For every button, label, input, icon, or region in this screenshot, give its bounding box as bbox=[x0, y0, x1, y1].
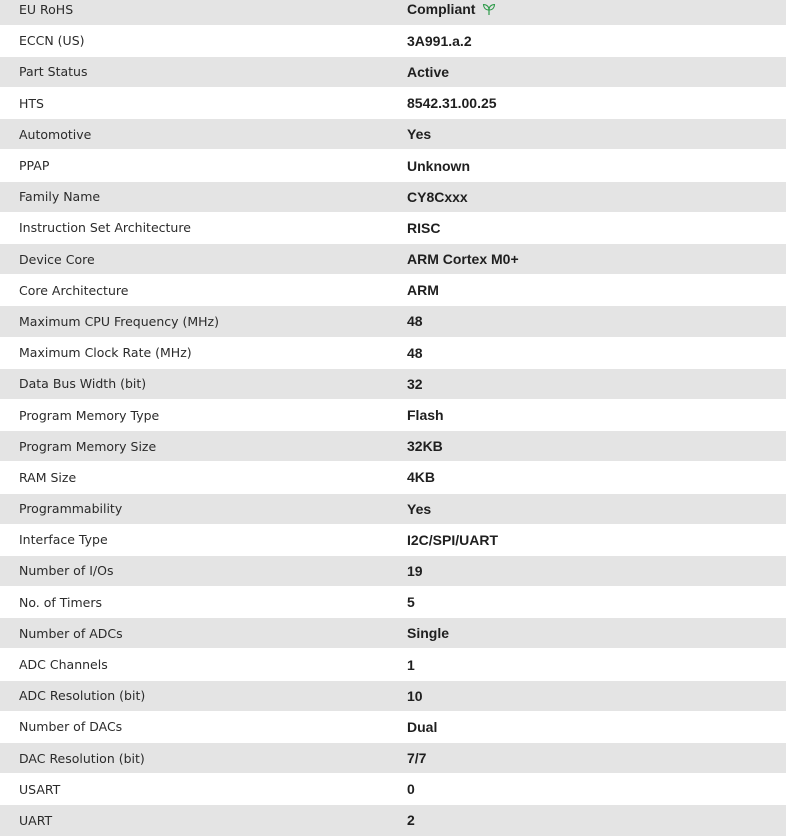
spec-value-cell bbox=[407, 181, 786, 212]
spec-label: PPAP bbox=[0, 150, 407, 181]
spec-value: 10 bbox=[407, 687, 423, 704]
spec-label: ADC Resolution (bit) bbox=[0, 680, 407, 711]
spec-value: Dual bbox=[407, 718, 438, 735]
spec-row bbox=[0, 181, 786, 212]
spec-row bbox=[0, 119, 786, 150]
spec-label: UART bbox=[0, 805, 407, 836]
spec-value-cell bbox=[407, 244, 786, 275]
spec-label: Number of ADCs bbox=[0, 618, 407, 649]
spec-row bbox=[0, 306, 786, 337]
spec-label: RAM Size bbox=[0, 462, 407, 493]
spec-row bbox=[0, 431, 786, 462]
spec-row bbox=[0, 368, 786, 399]
spec-value-cell bbox=[407, 150, 786, 181]
spec-label: Maximum Clock Rate (MHz) bbox=[0, 337, 407, 368]
spec-value-cell bbox=[407, 587, 786, 618]
spec-row bbox=[0, 649, 786, 680]
spec-value-cell bbox=[407, 711, 786, 742]
spec-value: 3A991.a.2 bbox=[407, 32, 472, 49]
spec-label: No. of Timers bbox=[0, 587, 407, 618]
spec-value-cell bbox=[407, 306, 786, 337]
spec-value: 48 bbox=[407, 313, 423, 330]
spec-value: Flash bbox=[407, 407, 444, 424]
spec-row bbox=[0, 774, 786, 805]
spec-label: Number of DACs bbox=[0, 711, 407, 742]
spec-label: Programmability bbox=[0, 493, 407, 524]
spec-value: 8542.31.00.25 bbox=[407, 95, 497, 112]
spec-label: Interface Type bbox=[0, 524, 407, 555]
spec-label: ECCN (US) bbox=[0, 25, 407, 56]
spec-value-cell bbox=[407, 493, 786, 524]
spec-row bbox=[0, 56, 786, 87]
spec-value-cell bbox=[407, 524, 786, 555]
spec-label: Core Architecture bbox=[0, 275, 407, 306]
spec-row bbox=[0, 88, 786, 119]
spec-row bbox=[0, 555, 786, 586]
spec-value-cell bbox=[407, 618, 786, 649]
spec-value: I2C/SPI/UART bbox=[407, 531, 499, 548]
spec-value-cell bbox=[407, 56, 786, 87]
spec-value: 0 bbox=[407, 781, 415, 798]
spec-row bbox=[0, 711, 786, 742]
spec-value: 19 bbox=[407, 562, 423, 579]
spec-label: Program Memory Size bbox=[0, 431, 407, 462]
spec-label: Automotive bbox=[0, 119, 407, 150]
spec-row bbox=[0, 150, 786, 181]
spec-row bbox=[0, 524, 786, 555]
spec-value-cell bbox=[407, 25, 786, 56]
spec-label: Part Status bbox=[0, 56, 407, 87]
spec-row bbox=[0, 462, 786, 493]
spec-value: RISC bbox=[407, 219, 441, 236]
leaf-icon bbox=[482, 3, 496, 16]
spec-value: 32 bbox=[407, 375, 423, 392]
spec-row bbox=[0, 805, 786, 836]
spec-value: ARM bbox=[407, 282, 439, 299]
spec-value-cell bbox=[407, 119, 786, 150]
spec-value-cell bbox=[407, 368, 786, 399]
spec-value: Yes bbox=[407, 500, 432, 517]
spec-value-cell bbox=[407, 431, 786, 462]
spec-label: Number of I/Os bbox=[0, 555, 407, 586]
spec-row bbox=[0, 275, 786, 306]
spec-label: Device Core bbox=[0, 244, 407, 275]
spec-value-cell bbox=[407, 774, 786, 805]
spec-label: EU RoHS bbox=[0, 0, 407, 25]
spec-label: Data Bus Width (bit) bbox=[0, 368, 407, 399]
spec-row bbox=[0, 212, 786, 243]
spec-value-cell bbox=[407, 212, 786, 243]
spec-row bbox=[0, 680, 786, 711]
spec-value-cell bbox=[407, 805, 786, 836]
spec-row bbox=[0, 337, 786, 368]
spec-row bbox=[0, 399, 786, 430]
spec-value: ARM Cortex M0+ bbox=[407, 251, 519, 268]
spec-value: Unknown bbox=[407, 157, 470, 174]
spec-value-cell bbox=[407, 275, 786, 306]
spec-row bbox=[0, 25, 786, 56]
spec-row bbox=[0, 0, 786, 25]
spec-label: ADC Channels bbox=[0, 649, 407, 680]
spec-value-cell bbox=[407, 399, 786, 430]
spec-value-cell bbox=[407, 0, 786, 25]
spec-label: Instruction Set Architecture bbox=[0, 212, 407, 243]
spec-value: 32KB bbox=[407, 438, 443, 455]
spec-label: Maximum CPU Frequency (MHz) bbox=[0, 306, 407, 337]
spec-value: 4KB bbox=[407, 469, 436, 486]
spec-value: Compliant bbox=[407, 1, 476, 18]
spec-value-cell bbox=[407, 337, 786, 368]
spec-value: 7/7 bbox=[407, 750, 427, 767]
spec-row bbox=[0, 743, 786, 774]
spec-value-cell bbox=[407, 555, 786, 586]
spec-value: Single bbox=[407, 625, 450, 642]
spec-value-cell bbox=[407, 88, 786, 119]
spec-row bbox=[0, 244, 786, 275]
spec-value: 5 bbox=[407, 594, 415, 611]
spec-value: 1 bbox=[407, 656, 415, 673]
spec-value: Active bbox=[407, 63, 450, 80]
spec-label: Program Memory Type bbox=[0, 399, 407, 430]
spec-value-cell bbox=[407, 743, 786, 774]
spec-value-cell bbox=[407, 462, 786, 493]
spec-label: Family Name bbox=[0, 181, 407, 212]
spec-label: USART bbox=[0, 774, 407, 805]
spec-row bbox=[0, 493, 786, 524]
spec-value: CY8Cxxx bbox=[407, 188, 468, 205]
spec-value: 48 bbox=[407, 344, 423, 361]
spec-value: Yes bbox=[407, 126, 432, 143]
spec-label: HTS bbox=[0, 88, 407, 119]
spec-row bbox=[0, 618, 786, 649]
spec-label: DAC Resolution (bit) bbox=[0, 743, 407, 774]
spec-value-cell bbox=[407, 649, 786, 680]
spec-value: 2 bbox=[407, 812, 415, 829]
spec-row bbox=[0, 587, 786, 618]
spec-value-cell bbox=[407, 680, 786, 711]
